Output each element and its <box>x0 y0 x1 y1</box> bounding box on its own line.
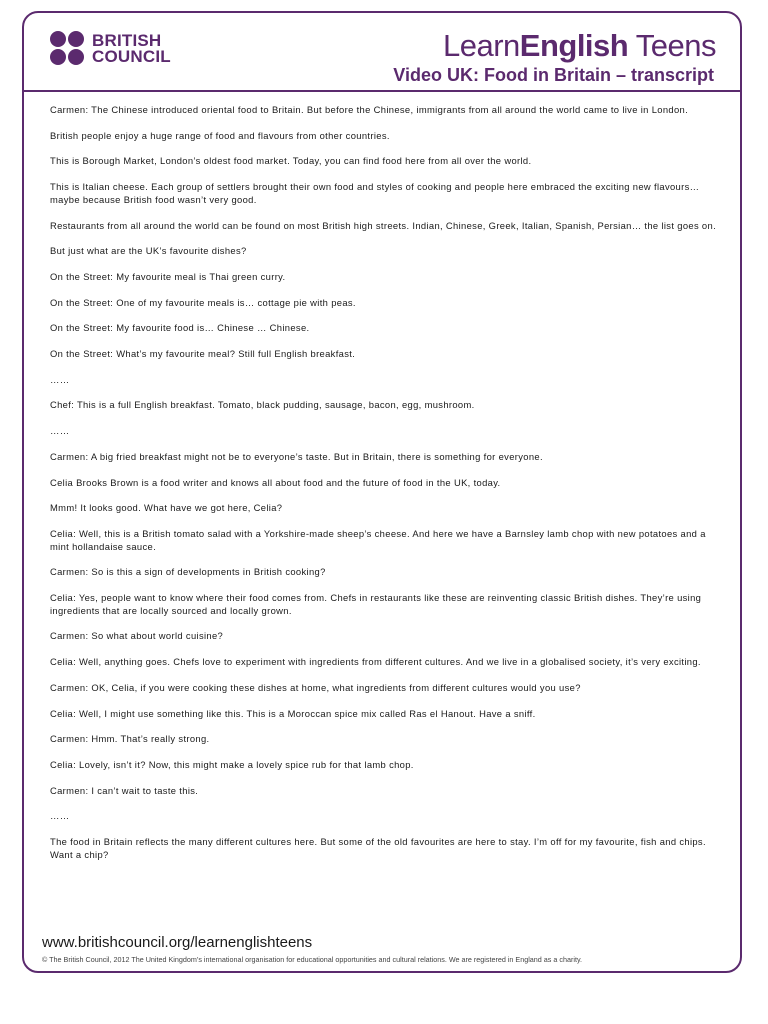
brand-teens: Teens <box>628 28 716 63</box>
transcript-paragraph: This is Borough Market, London’s oldest food market. Today, you can find food here from all over the world. <box>50 155 532 167</box>
transcript-paragraph: But just what are the UK’s favourite dishes? <box>50 245 247 257</box>
transcript-paragraph: Carmen: So what about world cuisine? <box>50 630 224 642</box>
transcript-paragraph: Carmen: The Chinese introduced oriental food to Britain. But before the Chinese, immigrants from all around the world came to live in London. <box>50 104 689 115</box>
footer-copyright: © The British Council, 2012 The United Kingdom’s international organisation for educational opportunities and cultural relations. We are registered in England as a charity. <box>42 955 583 964</box>
brand-learn: Learn <box>442 28 520 63</box>
transcript-paragraph: Celia: Well, this is a British tomato salad with a Yorkshire-made sheep’s cheese. And here we have a Barnsley lamb chop with new potatoes and a mint hollandaise sauce. <box>50 527 706 552</box>
transcript-paragraph: Carmen: A big fried breakfast might not be to everyone’s taste. But in Britain, there is something for everyone. <box>50 450 543 462</box>
transcript-paragraph: Mmm! It looks good. What have we got here, Celia? <box>50 502 283 514</box>
logo-dots-icon <box>50 31 86 67</box>
transcript-paragraph: Carmen: I can’t wait to taste this. <box>50 784 199 796</box>
transcript-paragraph: Celia: Well, anything goes. Chefs love to experiment with ingredients from different cultures. And we live in a globalised society, it’s very exciting. <box>50 656 701 668</box>
transcript-paragraph: Carmen: Hmm. That’s really strong. <box>50 733 210 745</box>
header-divider <box>22 90 742 92</box>
transcript-paragraph: Carmen: So is this a sign of developments in British cooking? <box>50 566 326 578</box>
logo-wordmark <box>92 33 171 65</box>
transcript-paragraph: Celia Brooks Brown is a food writer and knows all about food and the future of food in the UK, today. <box>50 476 501 488</box>
transcript-paragraph: Celia: Lovely, isn’t it? Now, this might make a lovely spice rub for that lamb chop. <box>50 758 414 770</box>
logo-line-2: COUNCIL <box>92 47 171 66</box>
brand-english: English <box>519 28 629 63</box>
page-title: Video UK: Food in Britain – transcript <box>393 65 714 85</box>
transcript-ellipsis: …… <box>50 810 70 822</box>
transcript-paragraph: Celia: Yes, people want to know where their food comes from. Chefs in restaurants like these are reinventing classic British dishes. They’re using ingredients that are locally sourced and locally grown. <box>50 592 702 616</box>
footer-url[interactable]: www.britishcouncil.org/learnenglishteens <box>42 934 313 951</box>
british-council-logo <box>50 31 171 67</box>
transcript-paragraph: British people enjoy a huge range of food and flavours from other countries. <box>50 129 390 141</box>
transcript-paragraph: The food in Britain reflects the many different cultures here. But some of the old favourites are here to stay. I’m off for my favourite, fish and chips. Want a chip? <box>50 836 706 860</box>
transcript-paragraph: Restaurants from all around the world can be found on most British high streets. Indian, Chinese, Greek, Italian, Spanish, Persian… the list goes on. <box>50 219 717 231</box>
transcript-paragraph: Chef: This is a full English breakfast. Tomato, black pudding, sausage, bacon, egg, mushroom. <box>50 399 475 411</box>
logo-line-1: BRITISH <box>92 31 162 50</box>
transcript-paragraph: Celia: Well, I might use something like this. This is a Moroccan spice mix called Ras el Hanout. Have a sniff. <box>50 707 536 719</box>
transcript-paragraph: On the Street: My favourite food is… Chinese … Chinese. <box>50 322 310 334</box>
transcript-paragraph: On the Street: My favourite meal is Thai green curry. <box>50 270 286 282</box>
transcript-body <box>50 104 726 875</box>
transcript-paragraph: On the Street: What’s my favourite meal? Still full English breakfast. <box>50 348 356 360</box>
learnenglish-teens-brand <box>443 28 716 64</box>
transcript-paragraph: Carmen: OK, Celia, if you were cooking these dishes at home, what ingredients from different cultures would you use? <box>50 681 581 693</box>
transcript-ellipsis: …… <box>50 373 70 385</box>
transcript-paragraph: This is Italian cheese. Each group of settlers brought their own food and styles of cooking and people here embraced the exciting new flavours… maybe because British food wasn’t very good. <box>50 181 700 205</box>
transcript-paragraph: On the Street: One of my favourite meals is… cottage pie with peas. <box>50 296 356 308</box>
transcript-ellipsis: …… <box>50 425 70 437</box>
